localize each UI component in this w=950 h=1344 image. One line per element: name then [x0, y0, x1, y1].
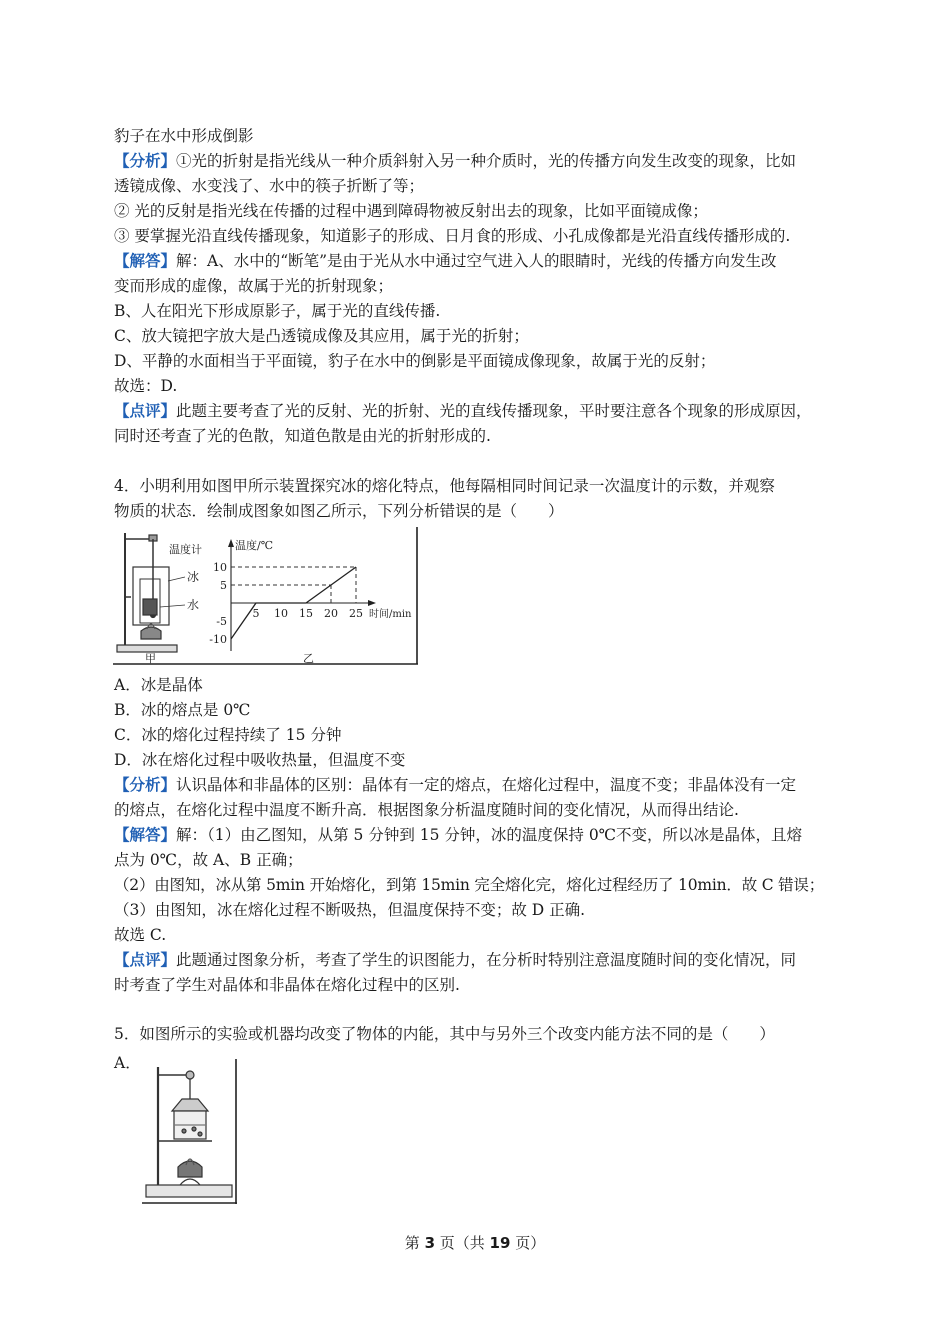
thermometer-label: 温度计 [169, 543, 202, 556]
footer-prefix: 第 [404, 1234, 425, 1252]
q3-analysis-line: ③ 要掌握光沿直线传播现象，知道影子的形成、日月食的形成、小孔成像都是光沿直线传播形成的. [114, 227, 791, 245]
comment-tag: 【点评】 [114, 950, 177, 969]
y-axis-label: 温度/℃ [235, 539, 274, 552]
q3-answer-line: C、放大镜把字放大是凸透镜成像及其应用，属于光的折射； [114, 327, 529, 345]
figure-label-jia: 甲 [145, 652, 156, 665]
y-tick-label: -5 [216, 615, 227, 628]
q4-option-b: B．冰的熔点是 0℃ [114, 701, 251, 719]
x-tick-label: 20 [324, 607, 338, 620]
q3-option-d-tail: 豹子在水中形成倒影 [114, 127, 254, 145]
q3-answer-line: D、平静的水面相当于平面镜，豹子在水中的倒影是平面镜成像现象，故属于光的反射； [114, 352, 716, 370]
q4-analysis-line [114, 775, 796, 795]
y-tick-label: 10 [213, 561, 227, 574]
q4-answer-line: （3）由图知，冰在熔化过程不断吸热，但温度保持不变；故 D 正确. [114, 901, 586, 919]
footer-page-number: 3 [424, 1234, 435, 1252]
footer-middle: 页（共 [435, 1234, 490, 1252]
q4-answer-line: （2）由图知，冰从第 5min 开始熔化，到第 15min 完全熔化完，熔化过程经历了 10min．故 C 错误； [114, 876, 825, 894]
footer-suffix: 页） [510, 1234, 546, 1252]
y-axis-arrow [228, 539, 234, 547]
q4-comment-text: 此题通过图象分析，考查了学生的识图能力，在分析时特别注意温度随时间的变化情况，同 [176, 951, 797, 969]
page-footer [0, 1232, 950, 1253]
analysis-tag: 【分析】 [114, 151, 177, 170]
q4-analysis-text: 认识晶体和非晶体的区别：晶体有一定的熔点，在熔化过程中，温度不变；非晶体没有一定 [176, 776, 797, 794]
q4-answer-line: 故选 C. [114, 926, 167, 944]
q4-comment-line: 时考查了学生对晶体和非晶体在熔化过程中的区别. [114, 976, 460, 994]
q4-stem-line: 物质的状态．绘制成图象如图乙所示，下列分析错误的是（ ） [114, 502, 564, 520]
water-label: 水 [187, 598, 200, 612]
q3-answer-line [114, 251, 777, 271]
q4-answer-text: 解：（1）由乙图知，从第 5 分钟到 15 分钟，冰的温度保持 0℃不变，所以冰是晶体，且熔 [176, 826, 803, 844]
y-tick-label: 5 [220, 579, 227, 592]
q3-comment-line [114, 401, 812, 421]
q3-analysis-line [114, 151, 796, 171]
temperature-time-graph [209, 538, 412, 651]
q4-option-a: A．冰是晶体 [114, 676, 203, 694]
answer-tag: 【解答】 [114, 825, 177, 844]
analysis-tag: 【分析】 [114, 775, 177, 794]
x-tick-label: 15 [299, 607, 313, 620]
x-axis-label: 时间/min [369, 609, 412, 620]
q4-figure [113, 527, 419, 667]
q5-option-a-figure [142, 1059, 238, 1205]
footer-total-pages: 19 [489, 1234, 511, 1252]
q3-analysis-text: ①光的折射是指光线从一种介质斜射入另一种介质时，光的传播方向发生改变的现象，比如 [176, 152, 797, 170]
x-tick-label: 25 [349, 607, 363, 620]
x-tick-label: 5 [252, 607, 260, 620]
heating-stand-illustration [146, 1067, 232, 1197]
q5-option-a-label: A． [114, 1054, 141, 1072]
q4-comment-line [114, 950, 796, 970]
q3-analysis-line: ② 光的反射是指光线在传播的过程中遇到障碍物被反射出去的现象，比如平面镜成像； [114, 202, 708, 220]
comment-tag: 【点评】 [114, 401, 177, 420]
q4-option-d: D．冰在熔化过程中吸收热量，但温度不变 [114, 751, 406, 769]
ice-label: 冰 [187, 570, 200, 584]
q5-stem: 5．如图所示的实验或机器均改变了物体的内能，其中与另外三个改变内能方法不同的是（ ） [114, 1025, 775, 1043]
x-tick-label: 10 [274, 607, 288, 620]
q3-comment-line: 同时还考查了光的色散，知道色散是由光的折射形成的. [114, 427, 491, 445]
q4-answer-line [114, 825, 802, 845]
answer-tag: 【解答】 [114, 251, 177, 270]
q3-answer-text: 解：A、水中的“断笔”是由于光从水中通过空气进入人的眼睛时，光线的传播方向发生改 [176, 252, 777, 270]
q4-stem-line: 4．小明利用如图甲所示装置探究冰的熔化特点，他每隔相同时间记录一次温度计的示数，并观察 [114, 477, 775, 495]
y-tick-label: -10 [209, 633, 227, 646]
q4-answer-line: 点为 0℃，故 A、B 正确； [114, 851, 303, 869]
q3-answer-line: 变而形成的虚像，故属于光的折射现象； [114, 277, 394, 295]
q3-answer-line: 故选：D. [114, 377, 178, 395]
q3-answer-line: B、人在阳光下形成原影子，属于光的直线传播. [114, 302, 441, 320]
q4-option-c: C．冰的熔化过程持续了 15 分钟 [114, 726, 342, 744]
x-axis-arrow [368, 600, 376, 606]
figure-label-yi: 乙 [303, 652, 314, 665]
q3-analysis-line: 透镜成像、水变浅了、水中的筷子折断了等； [114, 177, 425, 195]
q3-comment-text: 此题主要考查了光的反射、光的折射、光的直线传播现象，平时要注意各个现象的形成原因， [176, 402, 812, 420]
q4-analysis-line: 的熔点，在熔化过程中温度不断升高．根据图象分析温度随时间的变化情况，从而得出结论. [114, 801, 739, 819]
